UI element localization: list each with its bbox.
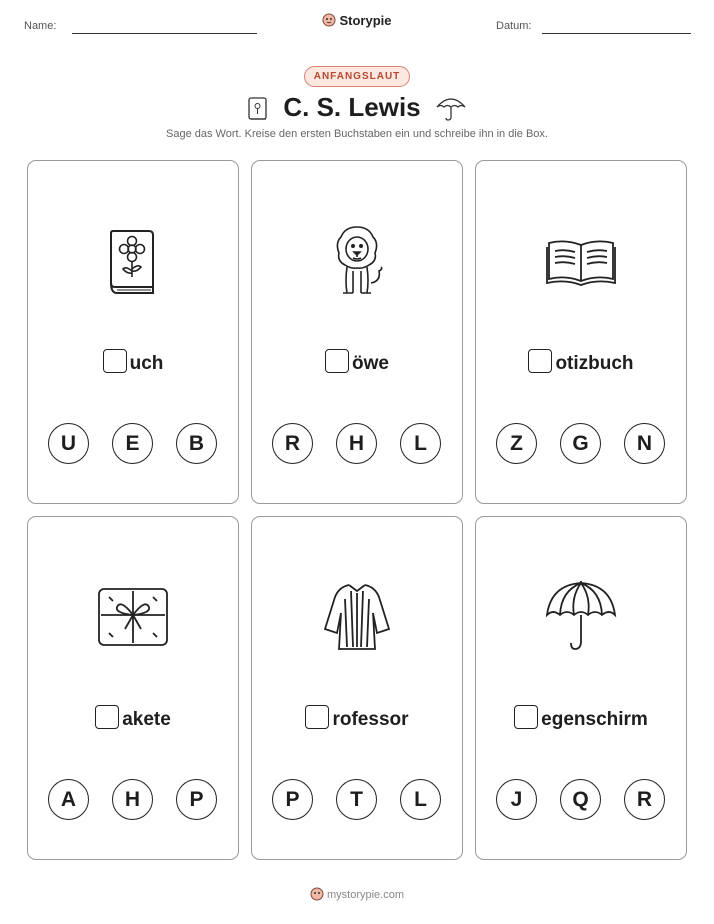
word-with-blank xyxy=(28,705,238,731)
footer xyxy=(0,887,714,901)
date-line[interactable] xyxy=(542,33,691,34)
card-professor xyxy=(251,516,463,860)
answer-box[interactable] xyxy=(305,705,329,729)
word-ending: uch xyxy=(129,353,164,374)
name-line[interactable] xyxy=(72,33,257,34)
page-title xyxy=(0,92,714,123)
answer-box[interactable] xyxy=(103,349,127,373)
word-ending: otizbuch xyxy=(555,353,634,374)
choice-circle[interactable]: L xyxy=(400,423,441,464)
choice-circle[interactable]: Q xyxy=(560,779,601,820)
choice-circle[interactable]: U xyxy=(48,423,89,464)
choice-circle[interactable]: E xyxy=(112,423,153,464)
choice-circle[interactable]: R xyxy=(272,423,313,464)
brand-name: Storypie xyxy=(339,13,392,28)
storypie-logo-icon xyxy=(310,887,324,901)
umbrella-icon xyxy=(541,577,621,657)
choice-circle[interactable]: L xyxy=(400,779,441,820)
choice-circle[interactable]: T xyxy=(336,779,377,820)
category-badge: ANFANGSLAUT xyxy=(304,66,411,87)
footer-url[interactable]: mystorypie.com xyxy=(326,889,405,901)
answer-box[interactable] xyxy=(95,705,119,729)
instructions: Sage das Wort. Kreise den ersten Buchstaben ein und schreibe ihn in die Box. xyxy=(166,128,548,140)
answer-box[interactable] xyxy=(325,349,349,373)
open-notebook-icon xyxy=(541,221,621,301)
word-ending: egenschirm xyxy=(541,709,648,730)
choice-circle[interactable]: G xyxy=(560,423,601,464)
academic-gown-icon xyxy=(317,577,397,657)
card-notebook xyxy=(475,160,687,504)
choice-circle[interactable]: R xyxy=(624,779,665,820)
word-ending: öwe xyxy=(352,353,389,374)
lion-icon xyxy=(317,221,397,301)
word-with-blank xyxy=(476,349,686,375)
title-text: C. S. Lewis xyxy=(283,92,421,122)
word-ending: akete xyxy=(122,709,171,730)
card-umbrella xyxy=(475,516,687,860)
card-book xyxy=(27,160,239,504)
choice-circle[interactable]: P xyxy=(272,779,313,820)
word-with-blank xyxy=(252,705,462,731)
choice-circle[interactable]: J xyxy=(496,779,537,820)
answer-box[interactable] xyxy=(528,349,552,373)
word-ending: rofessor xyxy=(332,709,409,730)
choice-circle[interactable]: P xyxy=(176,779,217,820)
choice-circle[interactable]: Z xyxy=(496,423,537,464)
answer-box[interactable] xyxy=(514,705,538,729)
book-icon xyxy=(247,96,269,122)
date-label: Datum: xyxy=(496,20,532,32)
umbrella-icon xyxy=(435,94,467,122)
choice-circle[interactable]: A xyxy=(48,779,89,820)
gift-package-icon xyxy=(93,577,173,657)
choice-circle[interactable]: N xyxy=(624,423,665,464)
choice-circle[interactable]: H xyxy=(336,423,377,464)
book-with-flower-icon xyxy=(93,221,173,301)
word-with-blank xyxy=(28,349,238,375)
choice-circle[interactable]: H xyxy=(112,779,153,820)
word-with-blank xyxy=(252,349,462,375)
storypie-logo-icon xyxy=(322,13,336,27)
name-label: Name: xyxy=(24,20,57,32)
card-package xyxy=(27,516,239,860)
word-with-blank xyxy=(476,705,686,731)
choice-circle[interactable]: B xyxy=(176,423,217,464)
brand xyxy=(0,13,714,28)
card-lion xyxy=(251,160,463,504)
